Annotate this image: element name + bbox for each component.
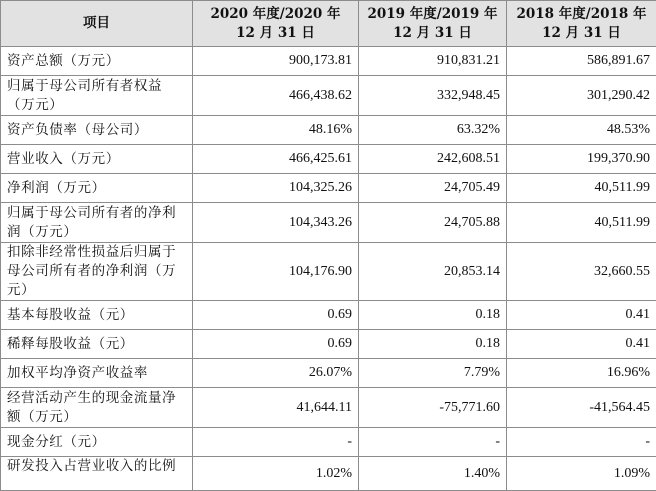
cell-2018: 301,290.42 [507,76,656,116]
cell-2020: 104,343.26 [193,203,359,243]
cell-2019: 1.40% [359,457,507,491]
table-row [1,174,656,203]
cell-2020: 1.02% [193,457,359,491]
table-row [1,76,656,116]
cell-2020: 466,425.61 [193,145,359,174]
cell-2019: 0.18 [359,330,507,359]
row-label: 加权平均净资产收益率 [1,359,193,388]
cell-2019: 242,608.51 [359,145,507,174]
table-row [1,145,656,174]
cell-2018: 199,370.90 [507,145,656,174]
cell-2019: 910,831.21 [359,47,507,76]
cell-2019: 7.79% [359,359,507,388]
row-label: 资产负债率（母公司） [1,116,193,145]
row-label: 资产总额（万元） [1,47,193,76]
cell-2020: 0.69 [193,330,359,359]
cell-2018: 32,660.55 [507,243,656,301]
cell-2019: 0.18 [359,301,507,330]
row-label: 研发投入占营业收入的比例 [1,457,193,491]
cell-2018: 0.41 [507,301,656,330]
cell-2019: 332,948.45 [359,76,507,116]
table-row [1,457,656,491]
row-label: 经营活动产生的现金流量净额（万元） [1,388,193,428]
table-row [1,243,656,301]
table-row [1,428,656,457]
cell-2019: 24,705.88 [359,203,507,243]
cell-2018: 48.53% [507,116,656,145]
cell-2018: -41,564.45 [507,388,656,428]
row-label: 归属于母公司所有者的净利润（万元） [1,203,193,243]
cell-2018: 0.41 [507,330,656,359]
cell-2020: 104,325.26 [193,174,359,203]
column-header-2019: 2019 年度/2019 年 12 月 31 日 [359,1,507,47]
cell-2019: -75,771.60 [359,388,507,428]
cell-2020: - [193,428,359,457]
cell-2019: - [359,428,507,457]
row-label: 营业收入（万元） [1,145,193,174]
cell-2018: 40,511.99 [507,203,656,243]
cell-2020: 104,176.90 [193,243,359,301]
table-row [1,388,656,428]
row-label: 基本每股收益（元） [1,301,193,330]
table-header-row [1,1,656,47]
table-row [1,330,656,359]
table-row [1,301,656,330]
cell-2019: 24,705.49 [359,174,507,203]
column-header-item: 项目 [1,1,193,47]
cell-2020: 41,644.11 [193,388,359,428]
row-label: 稀释每股收益（元） [1,330,193,359]
row-label: 扣除非经常性损益后归属于母公司所有者的净利润（万元） [1,243,193,301]
table-row [1,203,656,243]
table-row [1,47,656,76]
table-row [1,359,656,388]
cell-2020: 48.16% [193,116,359,145]
row-label: 净利润（万元） [1,174,193,203]
cell-2020: 0.69 [193,301,359,330]
cell-2020: 26.07% [193,359,359,388]
cell-2020: 466,438.62 [193,76,359,116]
cell-2018: 16.96% [507,359,656,388]
column-header-2018: 2018 年度/2018 年 12 月 31 日 [507,1,656,47]
cell-2018: 1.09% [507,457,656,491]
cell-2019: 63.32% [359,116,507,145]
cell-2018: 40,511.99 [507,174,656,203]
cell-2018: - [507,428,656,457]
row-label: 归属于母公司所有者权益（万元） [1,76,193,116]
cell-2019: 20,853.14 [359,243,507,301]
row-label: 现金分红（元） [1,428,193,457]
table-row [1,116,656,145]
cell-2018: 586,891.67 [507,47,656,76]
cell-2020: 900,173.81 [193,47,359,76]
column-header-2020: 2020 年度/2020 年 12 月 31 日 [193,1,359,47]
